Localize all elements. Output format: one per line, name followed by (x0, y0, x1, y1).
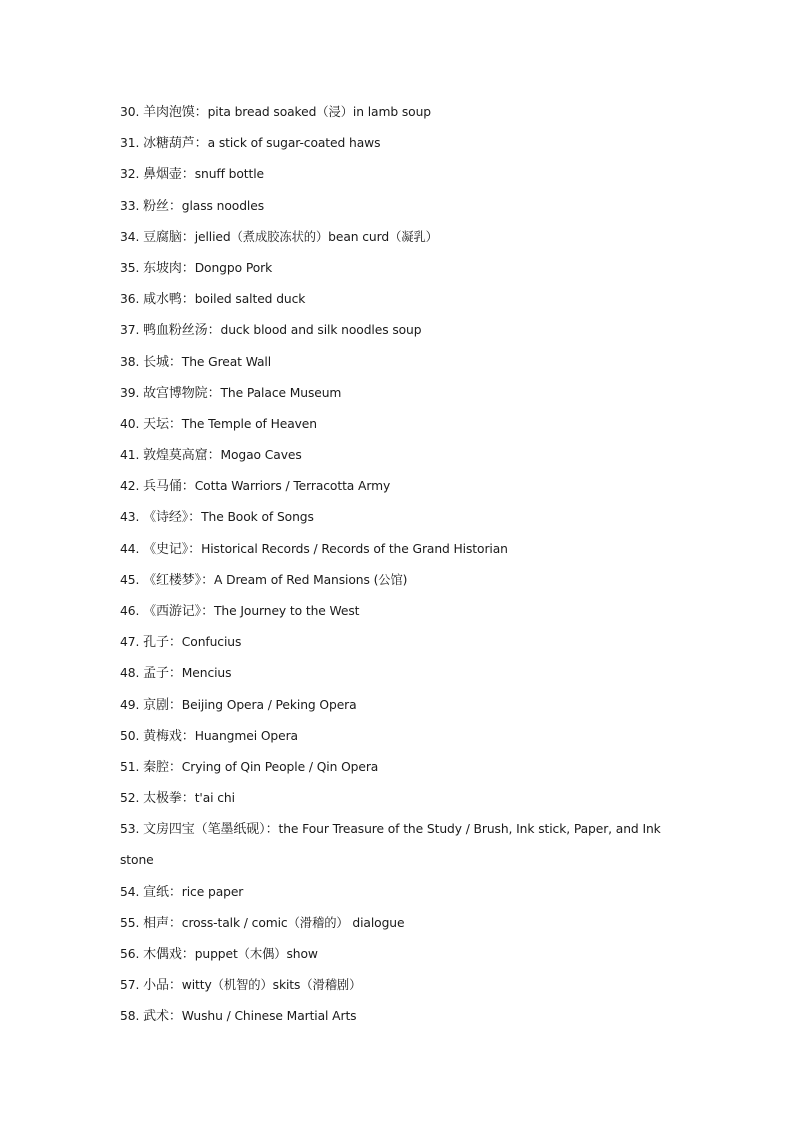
entry-chinese: 《西游记》： (143, 604, 214, 619)
list-item (120, 163, 690, 194)
list-item (120, 444, 690, 475)
entry-english: pita bread soaked（浸）in lamb soup (207, 105, 431, 119)
list-item (120, 756, 690, 787)
list-item (120, 662, 690, 693)
entry-chinese: 武术： (143, 1009, 182, 1025)
entry-chinese: 豆腐脑： (143, 229, 195, 245)
list-item (120, 974, 690, 1005)
entry-english: The Great Wall (181, 354, 272, 369)
entry-number: 39. (120, 385, 140, 400)
entry-chinese: 故宫博物院： (143, 385, 221, 401)
entry-number: 56. (120, 947, 140, 962)
entry-number: 38. (120, 354, 140, 369)
entry-number: 57. (120, 978, 140, 993)
entry-english: The Journey to the West (213, 604, 360, 618)
entry-chinese: 宣纸： (143, 884, 182, 900)
entry-chinese: 木偶戏： (143, 947, 195, 963)
list-item (120, 132, 690, 163)
list-item (120, 694, 690, 725)
entry-chinese: 《红楼梦》： (143, 572, 214, 588)
entry-english: Mogao Caves (220, 448, 302, 463)
entry-english: rice paper (181, 884, 244, 899)
entry-number: 36. (120, 292, 140, 307)
entry-english: the Four Treasure of the Study / Brush, Ink stick, Paper, and Ink stone (120, 821, 661, 867)
list-item (120, 195, 690, 226)
list-item (120, 943, 690, 974)
entry-chinese: 《诗经》： (143, 510, 202, 526)
entry-chinese: 小品： (143, 978, 182, 994)
entry-number: 35. (120, 260, 140, 275)
entry-english: witty（机智的）skits（滑稽剧） (181, 978, 362, 993)
entry-english: The Temple of Heaven (181, 416, 317, 431)
list-item (120, 413, 690, 444)
list-item (120, 1005, 690, 1036)
entry-number: 50. (120, 728, 140, 743)
entry-english: boiled salted duck (194, 292, 306, 307)
entry-english: Cotta Warriors / Terracotta Army (194, 479, 391, 494)
list-item (120, 506, 690, 537)
entry-number: 34. (120, 229, 140, 244)
entry-number: 55. (120, 915, 140, 930)
entry-number: 48. (120, 666, 140, 681)
entry-number: 45. (120, 572, 140, 587)
list-item (120, 569, 690, 600)
entry-english: The Book of Songs (201, 510, 314, 525)
entry-english: cross-talk / comic（滑稽的） dialogue (181, 915, 405, 930)
entry-english: Confucius (181, 635, 242, 650)
list-item (120, 351, 690, 382)
entry-chinese: 秦腔： (143, 759, 182, 775)
entry-english: The Palace Museum (220, 385, 342, 400)
entry-chinese: 孟子： (143, 666, 182, 682)
list-item (120, 319, 690, 350)
list-item (120, 475, 690, 506)
entry-english: Beijing Opera / Peking Opera (181, 697, 357, 712)
list-item (120, 257, 690, 288)
list-item (120, 226, 690, 257)
entry-number: 49. (120, 697, 140, 712)
entry-chinese: 东坡肉： (143, 260, 195, 276)
entry-chinese: 羊肉泡馍： (143, 105, 208, 120)
entry-english: A Dream of Red Mansions (公馆) (213, 572, 408, 587)
entry-number: 47. (120, 635, 140, 650)
entry-number: 51. (120, 759, 140, 774)
entry-english: snuff bottle (194, 167, 265, 182)
entry-english: Crying of Qin People / Qin Opera (181, 759, 379, 774)
entry-number: 43. (120, 510, 140, 525)
list-item (120, 600, 690, 631)
entry-number: 32. (120, 167, 140, 182)
list-item (120, 881, 690, 912)
entry-english: glass noodles (181, 198, 264, 213)
entry-english: Huangmei Opera (194, 728, 298, 743)
entry-chinese: 冰糖葫芦： (143, 136, 208, 152)
entry-chinese: 长城： (143, 354, 182, 370)
entry-chinese: 粉丝： (143, 198, 182, 214)
list-item (120, 631, 690, 662)
entry-number: 31. (120, 136, 140, 151)
entry-english: a stick of sugar-coated haws (207, 136, 381, 151)
entry-chinese: 相声： (143, 915, 182, 931)
entry-english: duck blood and silk noodles soup (220, 323, 422, 338)
entry-chinese: 文房四宝（笔墨纸砚）： (143, 821, 279, 837)
entry-number: 52. (120, 791, 140, 806)
list-item (120, 538, 690, 569)
list-item (120, 912, 690, 943)
entry-english: Historical Records / Records of the Grand Historian (201, 541, 508, 556)
entry-chinese: 孔子： (143, 635, 182, 651)
entry-chinese: 黄梅戏： (143, 728, 195, 744)
list-item (120, 814, 690, 876)
entry-chinese: 京剧： (143, 697, 182, 713)
entry-english: t'ai chi (194, 791, 235, 806)
entry-english: Dongpo Pork (194, 260, 273, 275)
list-item (120, 288, 690, 319)
list-item (120, 101, 690, 132)
entry-chinese: 鼻烟壶： (143, 167, 195, 183)
entry-chinese: 兵马俑： (143, 479, 195, 495)
entry-english: Wushu / Chinese Martial Arts (181, 1009, 357, 1024)
entry-number: 42. (120, 479, 140, 494)
list-item (120, 725, 690, 756)
entry-number: 58. (120, 1009, 140, 1024)
entry-chinese: 鸭血粉丝汤： (143, 323, 221, 339)
entry-chinese: 敦煌莫高窟： (143, 448, 221, 464)
entry-number: 33. (120, 198, 140, 213)
vocabulary-list (120, 101, 690, 1037)
entry-number: 30. (120, 105, 140, 119)
entry-number: 46. (120, 604, 140, 618)
entry-chinese: 天坛： (143, 416, 182, 432)
entry-english: jellied（煮成胶冻状的）bean curd（凝乳） (194, 229, 438, 244)
entry-chinese: 咸水鸭： (143, 292, 195, 308)
entry-english: puppet（木偶）show (194, 947, 318, 962)
entry-number: 53. (120, 821, 140, 836)
list-item (120, 382, 690, 413)
entry-chinese: 《史记》： (143, 541, 202, 557)
entry-number: 40. (120, 416, 140, 431)
entry-number: 41. (120, 448, 140, 463)
entry-number: 44. (120, 541, 140, 556)
entry-number: 54. (120, 884, 140, 899)
entry-chinese: 太极拳： (143, 791, 195, 807)
entry-number: 37. (120, 323, 140, 338)
entry-english: Mencius (181, 666, 232, 681)
